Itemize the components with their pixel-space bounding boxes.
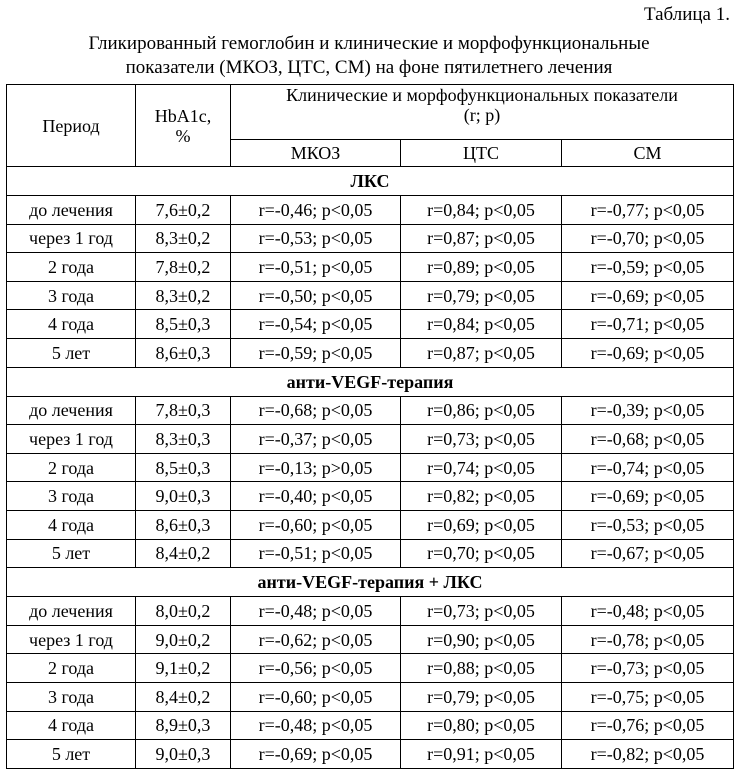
cell-sm: r=-0,70; p<0,05 — [562, 224, 734, 253]
cell-mkoz: r=-0,13; p>0,05 — [231, 453, 401, 482]
cell-period: 4 года — [7, 310, 136, 339]
cell-period: до лечения — [7, 396, 136, 425]
table-row — [7, 253, 734, 282]
cell-sm: r=-0,69; p<0,05 — [562, 281, 734, 310]
cell-period: 3 года — [7, 682, 136, 711]
cell-hba1c: 8,6±0,3 — [136, 510, 231, 539]
cell-period: 2 года — [7, 654, 136, 683]
table-row — [7, 224, 734, 253]
cell-hba1c: 9,1±0,2 — [136, 654, 231, 683]
table-row — [7, 740, 734, 769]
cell-period: 3 года — [7, 281, 136, 310]
table-number-label: Таблица 1. — [643, 4, 730, 25]
cell-cts: r=0,73; p<0,05 — [401, 597, 562, 626]
cell-period: до лечения — [7, 196, 136, 225]
cell-hba1c: 9,0±0,3 — [136, 740, 231, 769]
results-table — [6, 84, 734, 769]
table-row — [7, 310, 734, 339]
cell-mkoz: r=-0,50; p<0,05 — [231, 281, 401, 310]
cell-mkoz: r=-0,37; p<0,05 — [231, 425, 401, 454]
cell-cts: r=0,70; p<0,05 — [401, 539, 562, 568]
cell-mkoz: r=-0,51; p<0,05 — [231, 253, 401, 282]
table-row — [7, 625, 734, 654]
header-sm: СМ — [562, 140, 734, 167]
cell-cts: r=0,86; p<0,05 — [401, 396, 562, 425]
cell-period: через 1 год — [7, 625, 136, 654]
cell-sm: r=-0,82; p<0,05 — [562, 740, 734, 769]
table-body — [7, 167, 734, 769]
cell-mkoz: r=-0,48; p<0,05 — [231, 711, 401, 740]
table-row — [7, 539, 734, 568]
header-cts: ЦТС — [401, 140, 562, 167]
table-row — [7, 682, 734, 711]
header-row-1 — [7, 85, 734, 140]
table-row — [7, 338, 734, 367]
table-caption — [0, 32, 738, 80]
cell-sm: r=-0,68; p<0,05 — [562, 425, 734, 454]
cell-cts: r=0,88; p<0,05 — [401, 654, 562, 683]
table-row — [7, 654, 734, 683]
cell-mkoz: r=-0,60; p<0,05 — [231, 510, 401, 539]
cell-hba1c: 8,3±0,2 — [136, 281, 231, 310]
cell-sm: r=-0,67; p<0,05 — [562, 539, 734, 568]
table-row — [7, 482, 734, 511]
header-hba1c-line-2: % — [175, 125, 191, 146]
cell-period: через 1 год — [7, 224, 136, 253]
cell-period: 3 года — [7, 482, 136, 511]
header-hba1c — [136, 85, 231, 167]
cell-mkoz: r=-0,69; p<0,05 — [231, 740, 401, 769]
cell-hba1c: 8,3±0,3 — [136, 425, 231, 454]
cell-sm: r=-0,78; p<0,05 — [562, 625, 734, 654]
cell-mkoz: r=-0,60; p<0,05 — [231, 682, 401, 711]
table-row — [7, 196, 734, 225]
table-row — [7, 510, 734, 539]
cell-sm: r=-0,53; p<0,05 — [562, 510, 734, 539]
header-clinical-line-1: Клинические и морфофункциональных показатели — [286, 85, 678, 105]
cell-mkoz: r=-0,53; p<0,05 — [231, 224, 401, 253]
table-row — [7, 711, 734, 740]
cell-sm: r=-0,69; p<0,05 — [562, 338, 734, 367]
cell-mkoz: r=-0,68; p<0,05 — [231, 396, 401, 425]
group-title: ЛКС — [7, 167, 734, 196]
cell-sm: r=-0,69; p<0,05 — [562, 482, 734, 511]
table-row — [7, 453, 734, 482]
cell-cts: r=0,84; p<0,05 — [401, 310, 562, 339]
cell-period: до лечения — [7, 597, 136, 626]
cell-mkoz: r=-0,48; p<0,05 — [231, 597, 401, 626]
cell-cts: r=0,80; p<0,05 — [401, 711, 562, 740]
cell-sm: r=-0,59; p<0,05 — [562, 253, 734, 282]
cell-hba1c: 8,6±0,3 — [136, 338, 231, 367]
table-row — [7, 281, 734, 310]
cell-sm: r=-0,77; p<0,05 — [562, 196, 734, 225]
group-header-row — [7, 167, 734, 196]
header-clinical — [231, 85, 734, 140]
cell-mkoz: r=-0,46; p<0,05 — [231, 196, 401, 225]
cell-cts: r=0,87; p<0,05 — [401, 338, 562, 367]
cell-sm: r=-0,39; p<0,05 — [562, 396, 734, 425]
cell-cts: r=0,82; p<0,05 — [401, 482, 562, 511]
cell-period: 4 года — [7, 510, 136, 539]
cell-hba1c: 8,9±0,3 — [136, 711, 231, 740]
cell-cts: r=0,91; p<0,05 — [401, 740, 562, 769]
group-header-row — [7, 568, 734, 597]
group-header-row — [7, 367, 734, 396]
cell-cts: r=0,79; p<0,05 — [401, 281, 562, 310]
cell-period: 5 лет — [7, 338, 136, 367]
caption-line-1: Гликированный гемоглобин и клинические и морфофункциональные — [88, 33, 650, 54]
table-row — [7, 425, 734, 454]
group-title: анти-VEGF-терапия + ЛКС — [7, 568, 734, 597]
caption-line-2: показатели (МКОЗ, ЦТС, СМ) на фоне пятилетнего лечения — [125, 57, 613, 78]
table-row — [7, 396, 734, 425]
cell-sm: r=-0,74; p<0,05 — [562, 453, 734, 482]
cell-period: через 1 год — [7, 425, 136, 454]
cell-cts: r=0,89; p<0,05 — [401, 253, 562, 282]
cell-hba1c: 7,8±0,2 — [136, 253, 231, 282]
cell-hba1c: 9,0±0,2 — [136, 625, 231, 654]
cell-cts: r=0,90; p<0,05 — [401, 625, 562, 654]
cell-cts: r=0,74; p<0,05 — [401, 453, 562, 482]
cell-sm: r=-0,73; p<0,05 — [562, 654, 734, 683]
cell-hba1c: 8,3±0,2 — [136, 224, 231, 253]
cell-sm: r=-0,75; p<0,05 — [562, 682, 734, 711]
cell-hba1c: 8,5±0,3 — [136, 453, 231, 482]
cell-period: 5 лет — [7, 539, 136, 568]
group-title: анти-VEGF-терапия — [7, 367, 734, 396]
cell-mkoz: r=-0,62; p<0,05 — [231, 625, 401, 654]
cell-cts: r=0,87; p<0,05 — [401, 224, 562, 253]
cell-mkoz: r=-0,59; p<0,05 — [231, 338, 401, 367]
cell-mkoz: r=-0,51; p<0,05 — [231, 539, 401, 568]
header-clinical-line-2: (r; p) — [463, 105, 501, 125]
cell-period: 2 года — [7, 253, 136, 282]
cell-cts: r=0,73; p<0,05 — [401, 425, 562, 454]
cell-mkoz: r=-0,54; p<0,05 — [231, 310, 401, 339]
header-hba1c-line-1: HbA1c, — [154, 105, 212, 126]
table-row — [7, 597, 734, 626]
cell-cts: r=0,69; p<0,05 — [401, 510, 562, 539]
cell-hba1c: 8,0±0,2 — [136, 597, 231, 626]
cell-hba1c: 7,6±0,2 — [136, 196, 231, 225]
cell-cts: r=0,79; p<0,05 — [401, 682, 562, 711]
cell-hba1c: 8,4±0,2 — [136, 682, 231, 711]
cell-period: 4 года — [7, 711, 136, 740]
cell-sm: r=-0,71; p<0,05 — [562, 310, 734, 339]
cell-hba1c: 8,4±0,2 — [136, 539, 231, 568]
cell-hba1c: 8,5±0,3 — [136, 310, 231, 339]
cell-mkoz: r=-0,56; p<0,05 — [231, 654, 401, 683]
cell-period: 5 лет — [7, 740, 136, 769]
cell-mkoz: r=-0,40; p<0,05 — [231, 482, 401, 511]
header-mkoz: МКОЗ — [231, 140, 401, 167]
cell-cts: r=0,84; p<0,05 — [401, 196, 562, 225]
cell-sm: r=-0,76; p<0,05 — [562, 711, 734, 740]
cell-period: 2 года — [7, 453, 136, 482]
cell-sm: r=-0,48; p<0,05 — [562, 597, 734, 626]
cell-hba1c: 9,0±0,3 — [136, 482, 231, 511]
cell-hba1c: 7,8±0,3 — [136, 396, 231, 425]
header-period: Период — [7, 85, 136, 167]
